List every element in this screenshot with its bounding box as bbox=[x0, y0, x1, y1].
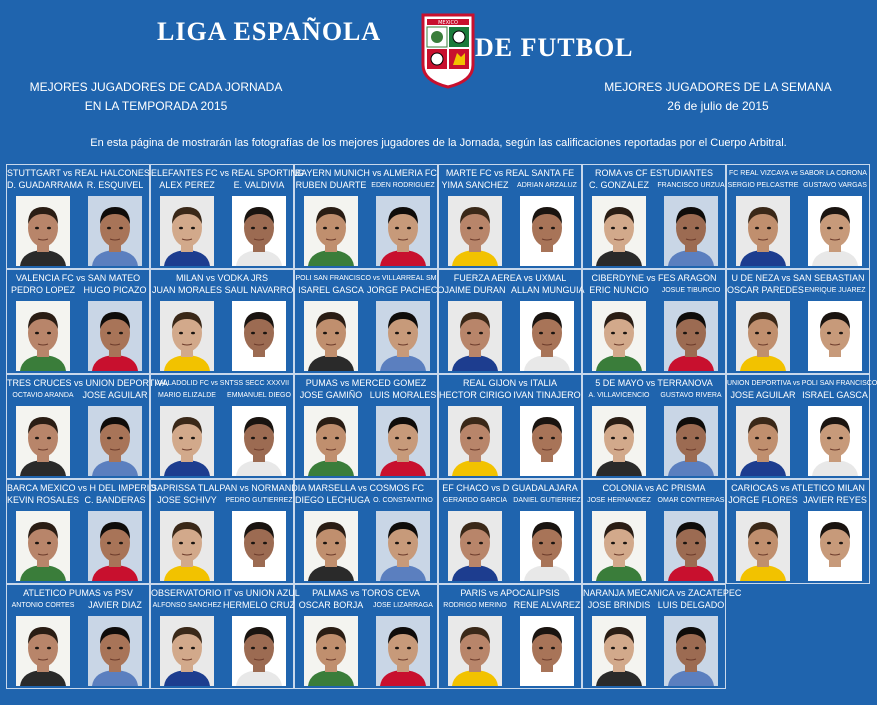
match-title: CARIOCAS vs ATLETICO MILAN bbox=[731, 483, 865, 493]
match-title: VALLADOLID FC vs SNTSS SECC XXXVII bbox=[154, 380, 290, 387]
player-photo bbox=[808, 406, 862, 476]
player-name: MARIO ELIZALDE bbox=[158, 392, 216, 399]
player-photo bbox=[736, 406, 790, 476]
match-title: OBSERVATORIO IT vs UNION AZUL bbox=[151, 588, 300, 598]
match-cell bbox=[6, 479, 157, 584]
match-title: REAL GIJON vs ITALIA bbox=[462, 378, 558, 388]
player-name: OSCAR PAREDES bbox=[727, 285, 804, 295]
player-name: O. CONSTANTINO bbox=[373, 497, 433, 504]
intro-text: En esta página de mostrarán las fotografías de los mejores jugadores de la Jornada, según las calificaciones reportadas por el Cuerpo Arbitral. bbox=[90, 137, 787, 149]
player-photo bbox=[520, 616, 574, 686]
match-title: ROMA vs CF ESTUDIANTES bbox=[594, 168, 713, 178]
match-title: COLONIA vs AC PRISMA bbox=[602, 483, 706, 493]
match-cell bbox=[150, 584, 300, 689]
match-title: BARCA MEXICO vs H DEL IMPERIO bbox=[7, 483, 157, 493]
player-photo bbox=[376, 616, 430, 686]
site-title-left: LIGA ESPAÑOLA bbox=[157, 17, 382, 46]
match-cell bbox=[294, 164, 438, 269]
crest-text: MEXICO bbox=[438, 20, 458, 26]
match-title: MARTE FC vs REAL SANTA FE bbox=[445, 168, 575, 178]
match-cell bbox=[438, 164, 582, 269]
match-title: VALENCIA FC vs SAN MATEO bbox=[15, 273, 141, 283]
player-name: JAVIER DIAZ bbox=[88, 600, 142, 610]
match-cell bbox=[150, 269, 294, 374]
player-photo bbox=[736, 511, 790, 581]
player-name: KEVIN ROSALES bbox=[7, 495, 80, 505]
match-title: PARIS vs APOCALIPSIS bbox=[460, 588, 560, 598]
player-name: EDEN RODRIGUEZ bbox=[371, 182, 435, 189]
player-name: PEDRO GUTIERREZ bbox=[225, 497, 293, 504]
week-heading-line1: MEJORES JUGADORES DE LA SEMANA bbox=[604, 80, 832, 94]
player-name: ANTONIO CORTES bbox=[11, 602, 75, 609]
player-photo bbox=[160, 616, 214, 686]
player-photo bbox=[88, 196, 142, 266]
match-title: ELEFANTES FC vs REAL SPORTING bbox=[151, 168, 305, 178]
player-name: E. VALDIVIA bbox=[233, 180, 285, 190]
week-heading bbox=[578, 78, 858, 116]
week-date: 26 de julio de 2015 bbox=[667, 99, 769, 113]
season-heading-line1: MEJORES JUGADORES DE CADA JORNADA bbox=[29, 80, 283, 94]
player-photo bbox=[808, 196, 862, 266]
player-name: DIEGO LECHUGA bbox=[295, 495, 371, 505]
player-name: RODRIGO MERINO bbox=[443, 602, 507, 609]
player-name: JOSE GAMIÑO bbox=[299, 390, 363, 400]
player-photo bbox=[304, 196, 358, 266]
player-photo bbox=[160, 301, 214, 371]
player-photo bbox=[448, 196, 502, 266]
player-photo bbox=[88, 406, 142, 476]
match-cell bbox=[582, 584, 742, 689]
player-photo bbox=[232, 616, 286, 686]
player-photo bbox=[736, 196, 790, 266]
player-name: R. ESQUIVEL bbox=[86, 180, 144, 190]
match-title: SAPRISSA TLALPAN vs NORMANDIA bbox=[151, 483, 307, 493]
player-name: GUSTAVO VARGAS bbox=[803, 182, 867, 189]
match-title: PALMAS vs TOROS CEVA bbox=[312, 588, 420, 598]
match-cell bbox=[726, 374, 877, 479]
match-cell bbox=[438, 584, 582, 689]
match-cell bbox=[582, 269, 726, 374]
player-photo bbox=[16, 406, 70, 476]
player-name: JOSE AGUILAR bbox=[730, 390, 796, 400]
player-photo bbox=[376, 196, 430, 266]
player-photo bbox=[16, 196, 70, 266]
player-name: JUAN MORALES bbox=[151, 285, 222, 295]
player-photo bbox=[592, 511, 646, 581]
match-cell bbox=[150, 164, 305, 269]
match-title: MARSELLA vs COSMOS FC bbox=[307, 483, 425, 493]
match-cell bbox=[582, 479, 726, 584]
player-photo bbox=[16, 511, 70, 581]
player-name: RENE ALVAREZ bbox=[513, 600, 581, 610]
match-cell bbox=[438, 479, 582, 584]
player-photo bbox=[232, 406, 286, 476]
player-photo bbox=[520, 406, 574, 476]
match-cell bbox=[6, 374, 169, 479]
player-photo bbox=[592, 616, 646, 686]
player-name: GUSTAVO RIVERA bbox=[660, 392, 722, 399]
match-title: EF CHACO vs D GUADALAJARA bbox=[442, 483, 578, 493]
player-name: D. GUADARRAMA bbox=[7, 180, 84, 190]
player-name: C. GONZALEZ bbox=[588, 180, 649, 190]
match-title: FC REAL VIZCAYA vs SABOR LA CORONA bbox=[729, 170, 867, 177]
player-photo bbox=[160, 511, 214, 581]
match-title: NARANJA MECANICA vs ZACATEPEC bbox=[583, 588, 742, 598]
player-name: JOSE LIZARRAGA bbox=[373, 602, 433, 609]
match-cell bbox=[726, 479, 870, 584]
player-photo bbox=[304, 616, 358, 686]
player-photo bbox=[664, 511, 718, 581]
player-photo bbox=[448, 406, 502, 476]
player-photo bbox=[448, 301, 502, 371]
match-title: FUERZA AEREA vs UXMAL bbox=[453, 273, 567, 283]
player-photo bbox=[664, 616, 718, 686]
player-photo bbox=[88, 616, 142, 686]
match-title: U DE NEZA vs SAN SEBASTIAN bbox=[731, 273, 865, 283]
player-photo bbox=[88, 301, 142, 371]
player-photo bbox=[592, 406, 646, 476]
player-name: JOSE HERNANDEZ bbox=[587, 497, 651, 504]
player-name: JOSE AGUILAR bbox=[82, 390, 148, 400]
player-photo bbox=[232, 511, 286, 581]
player-name: GERARDO GARCIA bbox=[442, 497, 508, 504]
player-photo bbox=[160, 406, 214, 476]
player-name: JAVIER REYES bbox=[803, 495, 867, 505]
player-name: ALLAN MUNGUIA bbox=[511, 285, 585, 295]
player-photo bbox=[520, 301, 574, 371]
player-name: YIMA SANCHEZ bbox=[441, 180, 509, 190]
player-name: JORGE FLORES bbox=[728, 495, 798, 505]
player-name: HERMELO CRUZ bbox=[223, 600, 296, 610]
player-photo bbox=[376, 406, 430, 476]
season-heading bbox=[20, 78, 292, 116]
player-name: RUBEN DUARTE bbox=[295, 180, 367, 190]
player-name: SAUL NAVARRO bbox=[224, 285, 294, 295]
player-photo bbox=[736, 301, 790, 371]
match-title: UNION DEPORTIVA vs POLI SAN FRANCISCO bbox=[727, 380, 877, 387]
player-name: FRANCISCO URZUA bbox=[657, 182, 725, 189]
player-photo bbox=[448, 511, 502, 581]
player-photo bbox=[232, 196, 286, 266]
match-title: PUMAS vs MERCED GOMEZ bbox=[305, 378, 427, 388]
player-photo bbox=[592, 196, 646, 266]
player-name: HECTOR CIRIGO bbox=[439, 390, 512, 400]
player-photo bbox=[16, 616, 70, 686]
player-photo bbox=[376, 511, 430, 581]
player-photo bbox=[88, 511, 142, 581]
players-grid bbox=[6, 164, 877, 689]
player-name: JOSE BRINDIS bbox=[587, 600, 651, 610]
match-cell bbox=[150, 479, 307, 584]
match-title: MILAN vs VODKA JRS bbox=[175, 273, 269, 283]
match-cell bbox=[294, 584, 438, 689]
player-photo bbox=[808, 301, 862, 371]
player-name: OMAR CONTRERAS bbox=[657, 497, 725, 504]
match-cell bbox=[294, 269, 445, 374]
player-name: ALFONSO SANCHEZ bbox=[152, 602, 222, 609]
player-photo bbox=[592, 301, 646, 371]
match-title: 5 DE MAYO vs TERRANOVA bbox=[595, 378, 713, 388]
match-title: ATLETICO PUMAS vs PSV bbox=[23, 588, 133, 598]
match-cell bbox=[294, 479, 438, 584]
match-cell bbox=[6, 584, 150, 689]
player-name: EMMANUEL DIEGO bbox=[227, 392, 291, 399]
match-cell bbox=[438, 269, 585, 374]
player-photo bbox=[664, 406, 718, 476]
player-name: ERIC NUNCIO bbox=[589, 285, 649, 295]
player-photo bbox=[304, 511, 358, 581]
match-cell bbox=[294, 374, 438, 479]
match-title: CIBERDYNE vs FES ARAGON bbox=[591, 273, 717, 283]
site-title-right: DE FUTBOL bbox=[475, 33, 634, 62]
match-cell bbox=[150, 374, 294, 479]
player-name: ALEX PEREZ bbox=[159, 180, 215, 190]
match-cell bbox=[726, 269, 870, 374]
player-name: HUGO PICAZO bbox=[83, 285, 147, 295]
player-name: A. VILLAVICENCIO bbox=[588, 392, 650, 399]
player-photo bbox=[520, 196, 574, 266]
match-title: TRES CRUCES vs UNION DEPORTIVA bbox=[7, 378, 169, 388]
match-cell bbox=[6, 164, 150, 269]
match-title: STUTTGART vs REAL HALCONES bbox=[7, 168, 150, 178]
player-photo bbox=[376, 301, 430, 371]
player-photo bbox=[664, 196, 718, 266]
player-photo bbox=[808, 511, 862, 581]
player-name: JOSE SCHIVY bbox=[157, 495, 217, 505]
player-photo bbox=[160, 196, 214, 266]
player-name: PEDRO LOPEZ bbox=[10, 285, 75, 295]
player-name: LUIS DELGADO bbox=[657, 600, 725, 610]
player-name: C. BANDERAS bbox=[84, 495, 146, 505]
player-name: ADRIAN ARZALUZ bbox=[517, 182, 577, 189]
player-photo bbox=[664, 301, 718, 371]
player-name: ISAREL GASCA bbox=[298, 285, 364, 295]
player-name: IVAN TINAJERO bbox=[513, 390, 581, 400]
player-name: JAIME DURAN bbox=[444, 285, 506, 295]
player-name: SERGIO PELCASTRE bbox=[727, 182, 799, 189]
player-name: LUIS MORALES bbox=[369, 390, 437, 400]
player-name: OSCAR BORJA bbox=[298, 600, 364, 610]
player-name: JOSUE TIBURCIO bbox=[661, 287, 721, 294]
season-heading-line2: EN LA TEMPORADA 2015 bbox=[84, 99, 228, 113]
match-cell bbox=[582, 374, 726, 479]
player-photo bbox=[304, 406, 358, 476]
player-name: JORGE PACHECO bbox=[367, 285, 445, 295]
match-title: BAYERN MUNICH vs ALMERIA FC bbox=[295, 168, 437, 178]
match-cell bbox=[6, 269, 150, 374]
player-name: OCTAVIO ARANDA bbox=[12, 392, 74, 399]
player-name: ENRIQUE JUAREZ bbox=[804, 287, 866, 294]
player-photo bbox=[304, 301, 358, 371]
match-title: POLI SAN FRANCISCO vs VILLARREAL SM bbox=[295, 275, 437, 282]
player-name: DANIEL GUTIERREZ bbox=[513, 497, 581, 504]
player-photo bbox=[448, 616, 502, 686]
player-photo bbox=[232, 301, 286, 371]
player-photo bbox=[16, 301, 70, 371]
player-name: ISRAEL GASCA bbox=[802, 390, 868, 400]
match-cell bbox=[726, 164, 870, 269]
match-cell bbox=[582, 164, 726, 269]
match-cell bbox=[438, 374, 582, 479]
player-photo bbox=[520, 511, 574, 581]
liga-crest-logo bbox=[421, 13, 475, 89]
